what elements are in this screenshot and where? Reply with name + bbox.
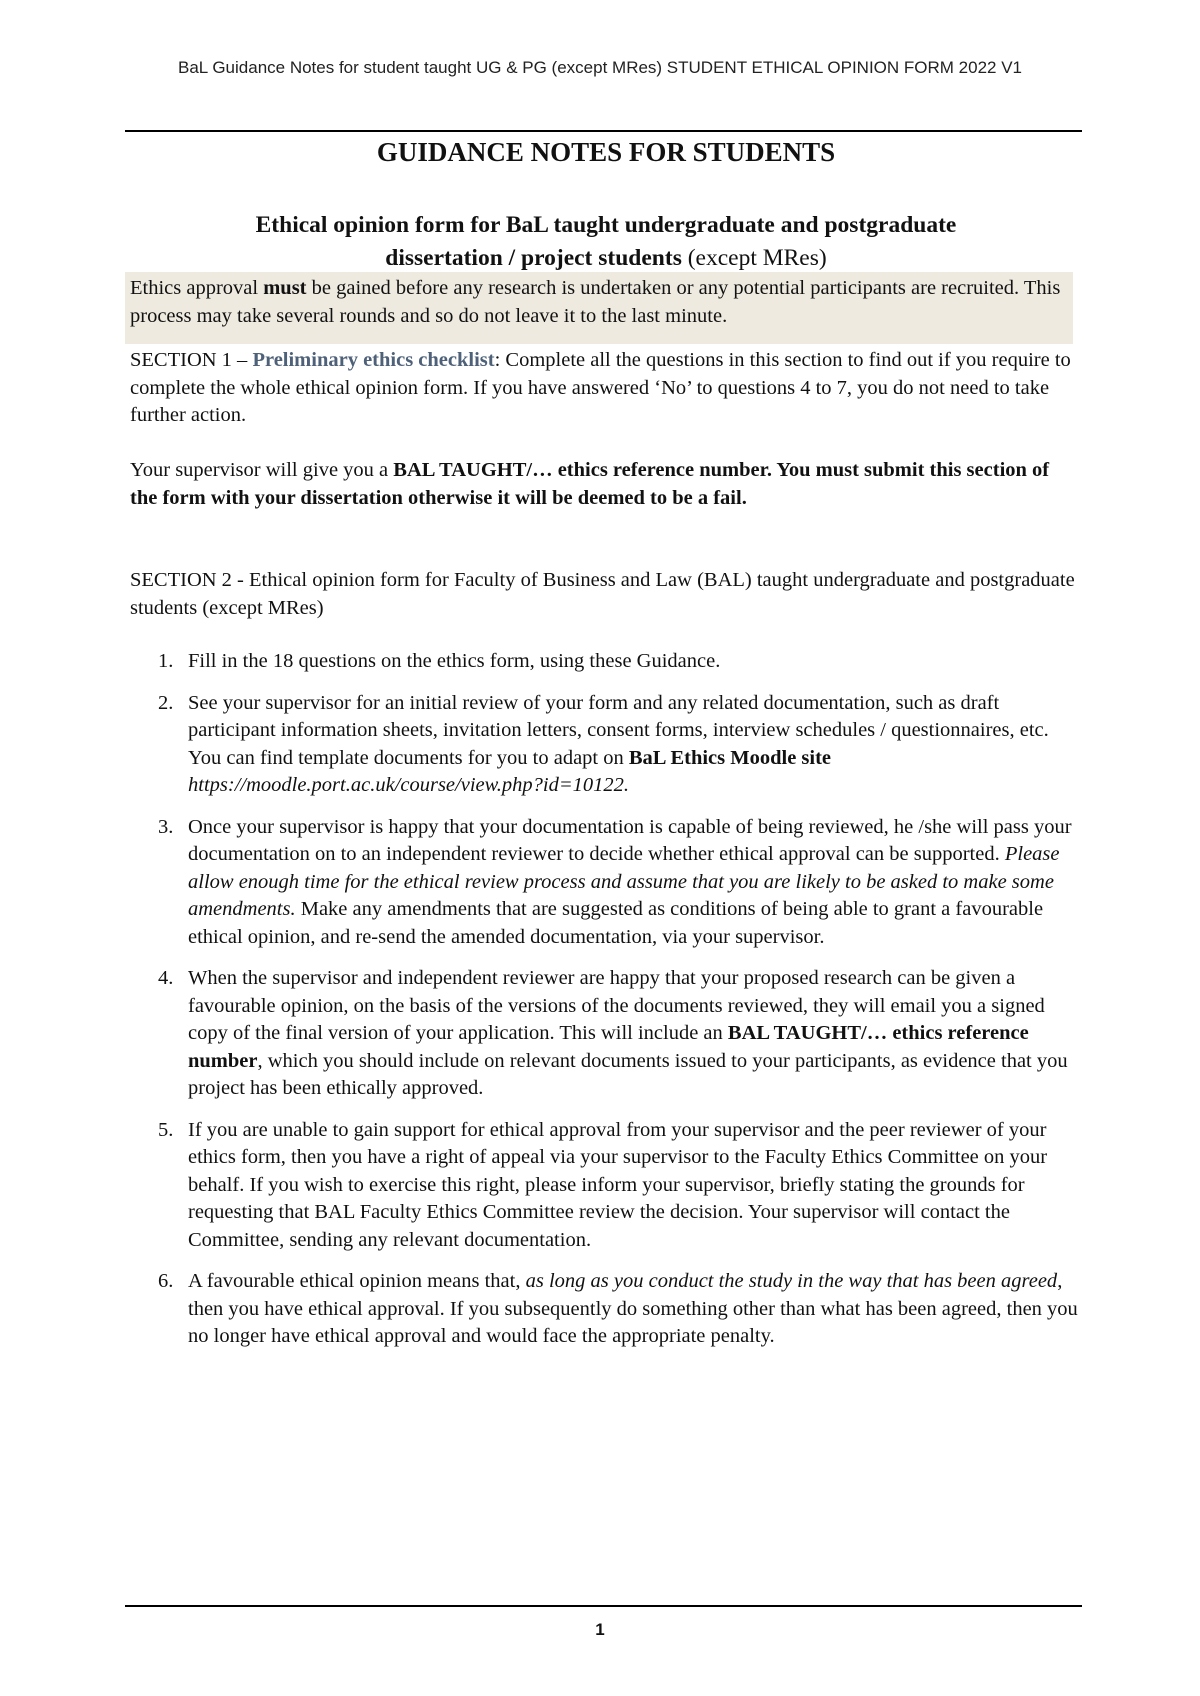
moodle-site-name: BaL Ethics Moodle site <box>628 746 832 769</box>
reference-number-label: BAL TAUGHT/… ethics reference number <box>188 1022 1029 1072</box>
step-number: 5. <box>158 1118 174 1141</box>
running-header: BaL Guidance Notes for student taught UG & PG (except MRes) STUDENT ETHICAL OPINION FORM 2022 V1 <box>177 58 1022 77</box>
reference-number-paragraph <box>130 457 1080 512</box>
list-item <box>130 965 1080 1103</box>
subtitle-line-1: Ethical opinion form for BaL taught undergraduate and postgraduate <box>255 212 957 238</box>
step-text: See your supervisor for an initial review of your form and any related documentation, such as draft participant information sheets, invitation letters, consent forms, interview schedules / questionnaires, etc. You can find template documents for you to adapt on <box>188 691 1049 769</box>
step-text: , then you have ethical approval. If you subsequently do something other than what has been agreed, then you no longer have ethical approval and would face the appropriate penalty. <box>188 1270 1078 1347</box>
step-text: When the supervisor and independent reviewer are happy that your proposed research can be given a favourable opinion, on the basis of the versions of the documents reviewed, they will email you a signed copy of the final version of your application. This will include an <box>188 967 1045 1044</box>
step-number: 1. <box>158 650 174 672</box>
step-text: A favourable ethical opinion means that, <box>188 1270 526 1292</box>
header-rule <box>125 130 1082 132</box>
step-number: 2. <box>158 691 174 714</box>
step-text: Once your supervisor is happy that your documentation is capable of being reviewed, he /she will pass your documentation on to an independent reviewer to decide whether ethical approval can be supported. <box>188 815 1072 865</box>
footer-rule <box>125 1605 1082 1607</box>
steps-list <box>130 648 1080 1365</box>
step-emphasis: Please allow enough time for the ethical review process and assume that you are likely to be asked to make some amendments. <box>188 843 1060 920</box>
preliminary-checklist-label: Preliminary ethics checklist <box>252 349 495 371</box>
notice-emphasis: must <box>263 277 307 299</box>
page-subtitle <box>130 209 1082 275</box>
notice-text-2: be gained before any research is undertaken or any potential participants are recruited. This process may take several rounds and so do not leave it to the last minute. <box>130 277 1061 327</box>
step-text: If you are unable to gain support for ethical approval from your supervisor and the peer reviewer of your ethics form, then you have a right of appeal via your supervisor to the Faculty Ethics Committee on your behalf. If you wish to exercise this right, please inform your supervisor, briefly stating the grounds for requesting that BAL Faculty Ethics Committee review the decision. Your supervisor will contact the Committee, sending any relevant documentation. <box>188 1118 1048 1251</box>
section-2-paragraph: SECTION 2 - Ethical opinion form for Faculty of Business and Law (BAL) taught undergraduate and postgraduate students (except MRes) <box>130 569 1075 619</box>
reference-text: Your supervisor will give you a <box>130 459 394 481</box>
section-1-paragraph <box>130 347 1080 430</box>
notice-text-1: Ethics approval <box>130 277 264 299</box>
list-item <box>130 690 1080 800</box>
moodle-link[interactable]: https://moodle.port.ac.uk/course/view.php?id=10122. <box>188 774 630 796</box>
page-title: GUIDANCE NOTES FOR STUDENTS <box>376 137 836 167</box>
page-number: 1 <box>595 1620 605 1639</box>
step-emphasis: as long as you conduct the study in the way that has been agreed <box>525 1270 1058 1292</box>
list-item <box>130 1117 1080 1255</box>
reference-emphasis: BAL TAUGHT/… ethics reference number. You must submit this section of the form with your dissertation otherwise it will be deemed to be a fail. <box>130 459 1050 509</box>
list-item <box>130 648 1080 676</box>
subtitle-line-2-bold: dissertation / project students <box>385 245 682 271</box>
step-text: , which you should include on relevant documents issued to your participants, as evidence that you project has been ethically approved. <box>188 1049 1068 1099</box>
step-text: Fill in the 18 questions on the ethics form, using these Guidance. <box>188 650 721 672</box>
section-1-lead: SECTION 1 – <box>130 349 253 371</box>
ethics-approval-notice <box>125 272 1073 344</box>
step-number: 4. <box>158 967 174 989</box>
list-item <box>130 1268 1080 1351</box>
step-text: Make any amendments that are suggested as conditions of being able to grant a favourable ethical opinion, and re-send the amended documentation, via your supervisor. <box>188 898 1044 948</box>
list-item <box>130 814 1080 952</box>
step-number: 3. <box>158 815 174 838</box>
section-1-text: : Complete all the questions in this section to find out if you require to complete the whole ethical opinion form. If you have answered ‘No’ to questions 4 to 7, you do not need to take further action. <box>130 349 1071 426</box>
subtitle-line-2-regular: (except MRes) <box>681 245 827 271</box>
step-number: 6. <box>158 1270 174 1292</box>
